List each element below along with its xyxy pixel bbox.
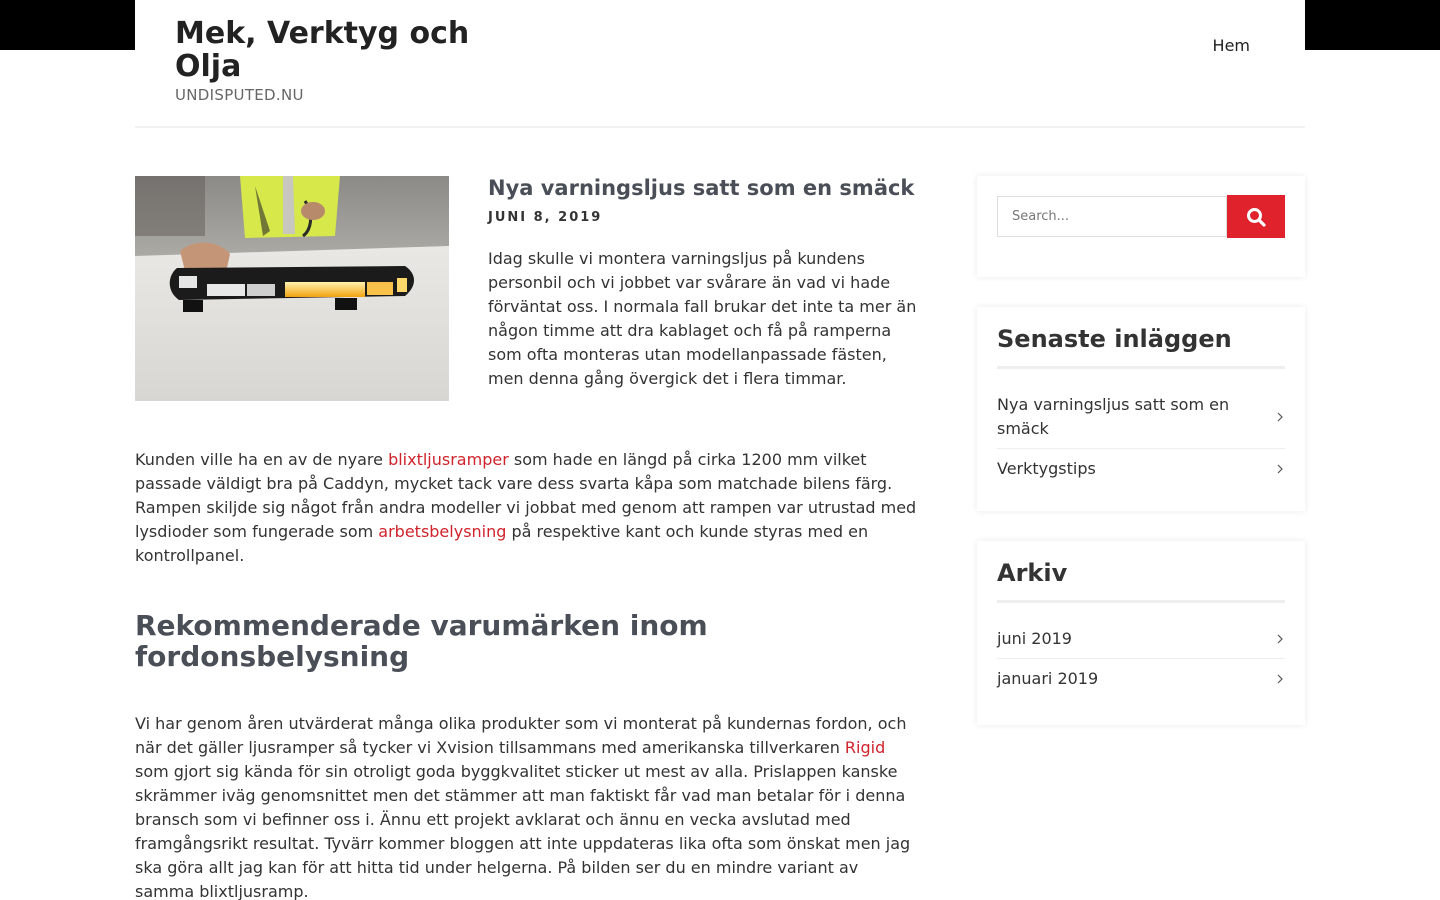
recent-post-link[interactable]: Nya varningsljus satt som en smäck — [997, 395, 1230, 438]
archive-list — [997, 619, 1285, 698]
top-bar-left — [0, 0, 135, 50]
paragraph-text: som gjort sig kända för sin otroligt goda byggkvalitet sticker ut mest av alla. Prislappen kanske skrämmer iväg genomsnittet men det stämmer att man faktiskt får vad man betalar för i denna bransch som vi befinner oss i. Ännu ett projekt avklarat och ännu en vecka avslutad med framgångsrikt resultat. Tyvärr kommer bloggen att inte uppdateras lika ofta som önskat men jag ska göra allt jag kan för att hitta tid under helgerna. På bilden ser du en mindre variant av samma blixtljusramp. — [135, 762, 911, 900]
recent-posts-list — [997, 385, 1285, 488]
widget-title: Senaste inläggen — [997, 325, 1285, 369]
list-item[interactable] — [997, 619, 1285, 659]
led-light-bar-photo-icon — [135, 176, 449, 401]
post-header — [488, 176, 918, 391]
post-date[interactable]: JUNI 8, 2019 — [488, 210, 603, 225]
chevron-right-icon — [1275, 634, 1285, 644]
sidebar — [977, 176, 1305, 755]
archive-widget — [977, 541, 1305, 725]
site-header — [135, 0, 1305, 128]
paragraph-text: Kunden ville ha en av de nyare — [135, 450, 389, 469]
post-thumbnail[interactable] — [135, 176, 449, 401]
list-item[interactable] — [997, 659, 1285, 698]
top-bar-right — [1305, 0, 1440, 50]
archive-link[interactable]: juni 2019 — [997, 629, 1072, 648]
recent-posts-widget — [977, 307, 1305, 511]
link-blixtljusramper[interactable]: blixtljusramper — [388, 450, 509, 469]
post-body — [135, 448, 917, 900]
link-rigid[interactable]: Rigid — [844, 738, 886, 757]
chevron-right-icon — [1275, 412, 1285, 422]
site-tagline: UNDISPUTED.NU — [175, 86, 304, 104]
post-paragraph — [135, 712, 917, 900]
post-title[interactable]: Nya varningsljus satt som en smäck — [488, 176, 915, 200]
chevron-right-icon — [1275, 674, 1285, 684]
search-widget — [977, 176, 1305, 277]
list-item[interactable] — [997, 449, 1285, 488]
recent-post-link[interactable]: Verktygstips — [997, 459, 1096, 478]
post-intro: Idag skulle vi montera varningsljus på kundens personbil och vi jobbet var svårare än vad vi hade förväntat oss. I normala fall brukar det inte ta mer än någon timme att dra kablaget och få på ramperna som ofta monteras utan modellanpassade fästen, men denna gång övergick det i flera timmar. — [488, 249, 917, 388]
paragraph-text: på respektive kant och kunde styras med en kontrollpanel. — [135, 522, 869, 565]
link-arbetsbelysning[interactable]: arbetsbelysning — [378, 522, 507, 541]
paragraph-text: Vi har genom åren utvärderat många olika produkter som vi monterat på kundernas fordon, och när det gäller ljusramper så tycker vi Xvision tillsammans med amerikanska tillverkaren — [135, 714, 907, 757]
nav-item-home[interactable]: Hem — [1212, 36, 1250, 55]
search-button[interactable] — [1227, 195, 1285, 238]
chevron-right-icon — [1275, 464, 1285, 474]
post-paragraph — [135, 448, 917, 568]
list-item[interactable] — [997, 385, 1285, 449]
section-heading: Rekommenderade varumärken inom fordonsbelysning — [135, 609, 708, 673]
paragraph-text: som hade en längd på cirka 1200 mm vilket passade väldigt bra på Caddyn, mycket tack vare dess svarta kåpa som matchade bilens färg. Rampen skiljde sig något från andra modeller vi jobbat med genom att rampen var utrustad med lysdioder som fungerade som — [135, 450, 917, 541]
search-form — [997, 196, 1285, 238]
widget-title: Arkiv — [997, 559, 1285, 603]
search-input[interactable] — [997, 196, 1227, 237]
search-icon — [1246, 207, 1266, 227]
site-title[interactable]: Mek, Verktyg och Olja — [175, 16, 470, 84]
archive-link[interactable]: januari 2019 — [997, 669, 1099, 688]
